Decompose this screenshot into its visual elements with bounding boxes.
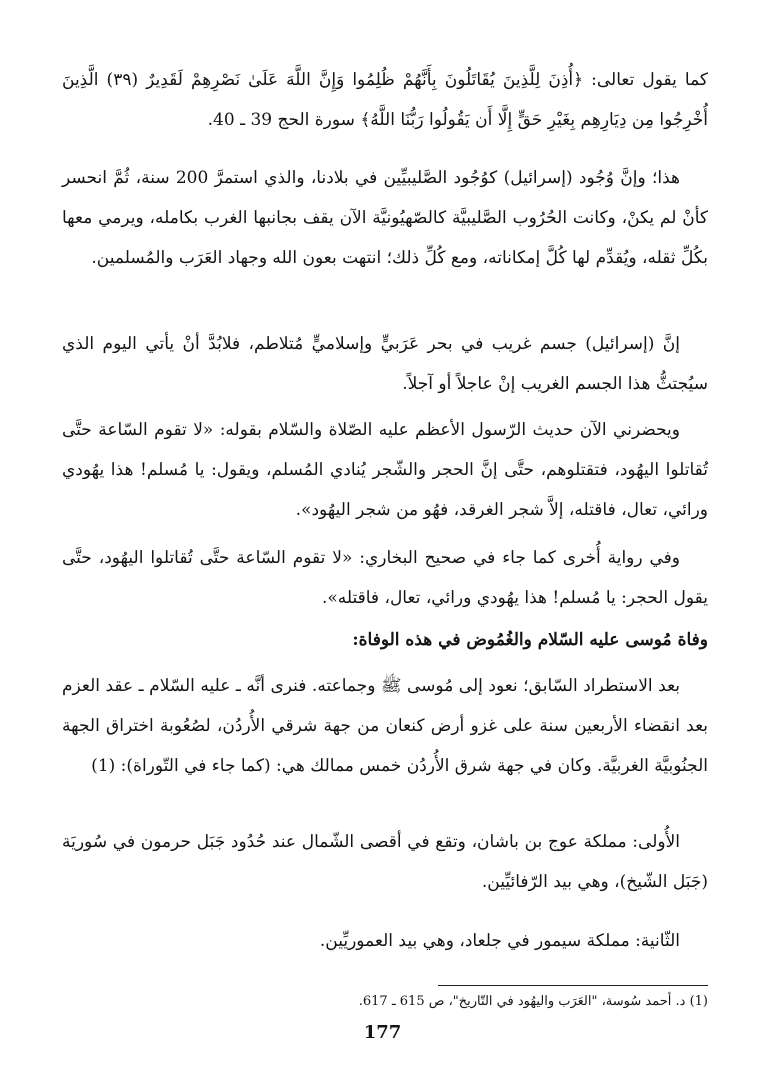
paragraph-first-kingdom: الأُولى: مملكة عوج بن باشان، وتقع في أقصى الشّمال عند حُدُود جَبَل حرمون في سُوريَة (جَبَل الشّيخ)، وهي بيد الرّفائيِّين. <box>62 832 708 892</box>
verse-paragraph: كما يقول تعالى: ﴿أُذِنَ لِلَّذِينَ يُقَاتَلُونَ بِأَنَّهُمْ ظُلِمُوا وَإِنَّ اللَّهَ عَلَىٰ نَصْرِهِمْ لَقَدِيرٌ (٣٩) الَّذِينَ أُخْرِجُوا مِن دِيَارِهِم بِغَيْرِ حَقٍّ إِلَّا أَن يَقُولُوا رَبُّنَا اللَّهُ﴾ سورة الحج 39 ـ 40. <box>62 70 708 130</box>
footnote: (1) د. أحمد سُوسة، "العَرَب واليهُود في التّاريخ"، ص 615 ـ 617. <box>358 994 708 1009</box>
paragraph-bukhari: وفي رواية أُخرى كما جاء في صحيح البخاري: «لا تقوم السّاعة حتَّى تُقاتلوا اليهُود، حتَّى يقول الحجر: يا مُسلم! هذا يهُودي ورائي، تعال، فاقتله». <box>62 548 708 608</box>
paragraph-israel-crusades: هذا؛ وإنَّ وُجُود (إسرائيل) كوُجُود الصَّليبيِّين في بلادنا، والذي استمرَّ 200 سنة، ثُمَّ انحسر كأنْ لم يكنْ، وكانت الحُرُوب الصَّليبيَّة كالصّهيُونيَّة الآن يقف بجانبها الغرب بكامله، ويرمي معها بكُلِّ ثقله، ويُقدِّم لها كُلَّ إمكاناته، ومع كُلِّ ذلك؛ انتهت بعون الله وجهاد العَرَب والمُسلمين. <box>62 168 708 268</box>
footnote-divider <box>438 985 708 986</box>
section-heading: وفاة مُوسى عليه السّلام والغُمُوض في هذه الوفاة: <box>352 630 708 650</box>
paragraph-foreign-body: إنَّ (إسرائيل) جسم غريب في بحر عَرَبيٍّ وإسلاميٍّ مُتلاطم، فلابُدَّ أنْ يأتي اليوم الذي سيُجتثُّ هذا الجسم الغريب إنْ عاجلاً أو آجلاً. <box>62 334 708 394</box>
page-number: 177 <box>363 1022 402 1043</box>
paragraph-second-kingdom: الثّانية: مملكة سيمور في جلعاد، وهي بيد العموريِّين. <box>319 931 680 951</box>
paragraph-moses-campaign: بعد الاستطراد السّابق؛ نعود إلى مُوسى ﷺ وجماعته. فنرى أنَّه ـ عليه السّلام ـ عقد العزم بعد انقضاء الأربعين سنة على غزو أرض كنعان من جهة شرقي الأُردُن، لصُعُوبة اختراق الجهة الجنُوبيَّة الغربيَّة. وكان في جهة شرق الأُردُن خمس ممالك هي: (كما جاء في التّوراة): (1) <box>62 676 708 776</box>
paragraph-hadith: ويحضرني الآن حديث الرّسول الأعظم عليه الصّلاة والسّلام بقوله: «لا تقوم السّاعة حتَّى تُقاتلوا اليهُود، فتقتلوهم، حتَّى إنَّ الحجر والشّجر يُنادي المُسلم، ويقول: يا مُسلم! هذا يهُودي ورائي، تعال، فاقتله، إلاَّ شجر الغرقد، فهُو من شجر اليهُود». <box>62 420 708 520</box>
